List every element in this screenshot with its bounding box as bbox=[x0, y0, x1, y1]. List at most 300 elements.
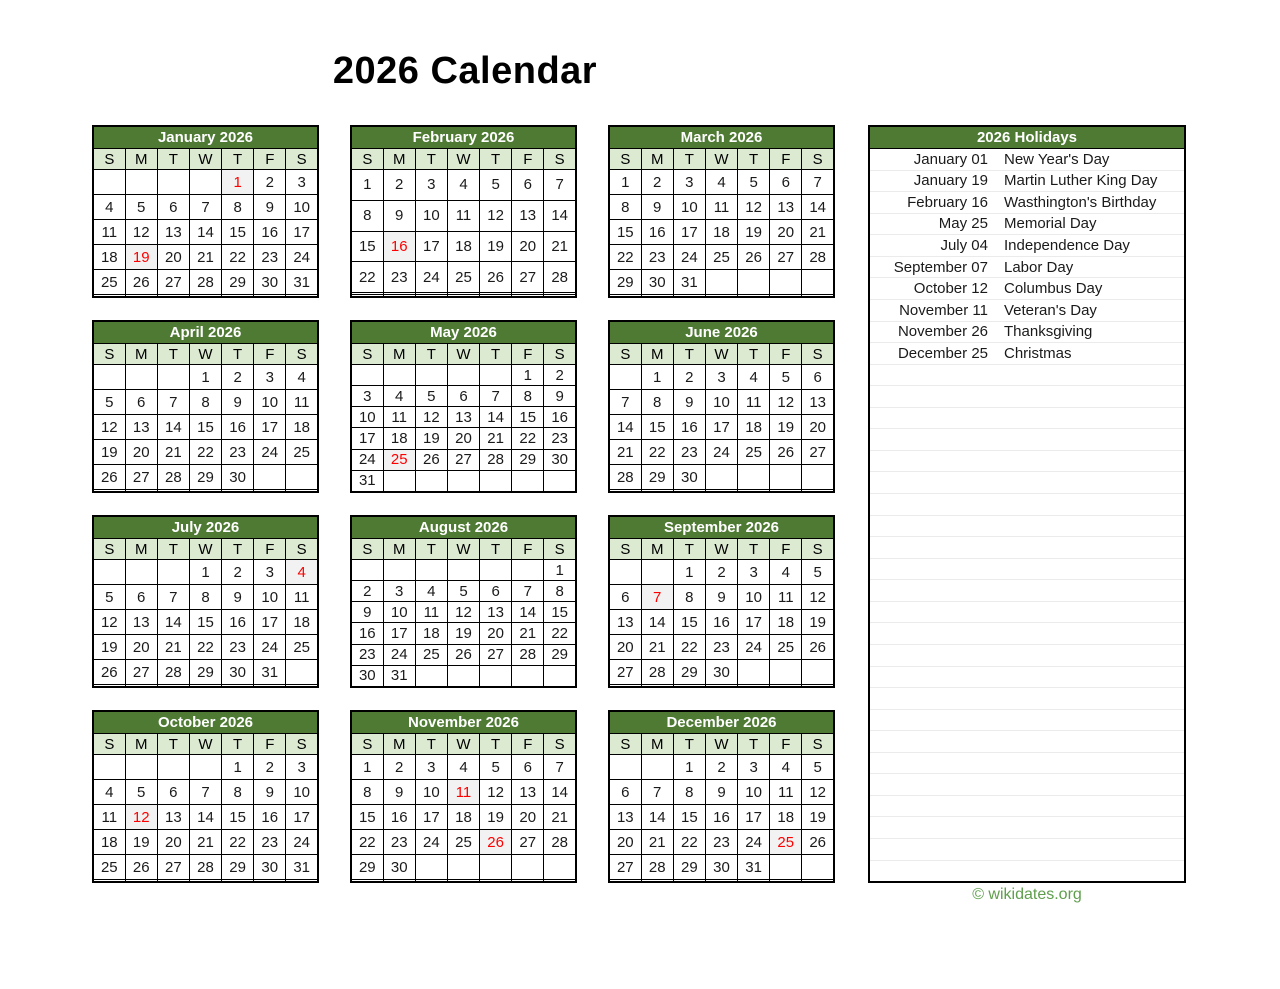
day-cell: 11 bbox=[738, 390, 770, 415]
day-cell bbox=[125, 755, 157, 780]
day-cell: 14 bbox=[480, 407, 512, 428]
day-cell bbox=[802, 465, 834, 490]
day-cell: 12 bbox=[93, 610, 125, 635]
weekday-header: S bbox=[609, 344, 641, 365]
weekday-header: S bbox=[351, 539, 383, 560]
day-cell bbox=[609, 295, 641, 297]
day-cell-holiday: 26 bbox=[480, 830, 512, 855]
day-cell: 1 bbox=[189, 560, 221, 585]
day-cell bbox=[512, 880, 544, 882]
weekday-header: M bbox=[383, 149, 415, 170]
day-cell: 31 bbox=[254, 660, 286, 685]
day-cell: 26 bbox=[770, 440, 802, 465]
day-cell: 29 bbox=[512, 449, 544, 470]
day-cell: 2 bbox=[544, 365, 576, 386]
day-cell bbox=[705, 270, 737, 295]
day-cell: 30 bbox=[254, 855, 286, 880]
day-cell: 29 bbox=[673, 855, 705, 880]
month-title: January 2026 bbox=[93, 126, 318, 149]
day-cell: 21 bbox=[641, 830, 673, 855]
day-cell: 2 bbox=[705, 560, 737, 585]
day-cell: 7 bbox=[512, 581, 544, 602]
holiday-row bbox=[870, 278, 1184, 300]
holidays-panel bbox=[868, 125, 1186, 883]
day-cell: 13 bbox=[802, 390, 834, 415]
day-cell: 22 bbox=[609, 245, 641, 270]
day-cell: 30 bbox=[351, 665, 383, 687]
holiday-row-empty bbox=[870, 667, 1184, 689]
day-cell: 4 bbox=[705, 170, 737, 195]
day-cell: 5 bbox=[447, 581, 479, 602]
month-february bbox=[350, 125, 577, 298]
day-cell: 16 bbox=[254, 805, 286, 830]
day-cell: 16 bbox=[544, 407, 576, 428]
month-title: December 2026 bbox=[609, 711, 834, 734]
weekday-header: S bbox=[802, 734, 834, 755]
month-august bbox=[350, 515, 577, 688]
day-cell: 3 bbox=[738, 755, 770, 780]
day-cell: 13 bbox=[512, 200, 544, 231]
day-cell: 12 bbox=[738, 195, 770, 220]
day-cell: 29 bbox=[544, 644, 576, 665]
day-cell: 24 bbox=[254, 440, 286, 465]
weekday-header: T bbox=[157, 344, 189, 365]
day-cell: 24 bbox=[705, 440, 737, 465]
day-cell-holiday: 12 bbox=[125, 805, 157, 830]
day-cell bbox=[415, 855, 447, 880]
holiday-date: January 19 bbox=[913, 172, 988, 190]
day-cell: 14 bbox=[544, 780, 576, 805]
day-cell: 21 bbox=[544, 231, 576, 262]
day-cell: 15 bbox=[351, 805, 383, 830]
weekday-header: W bbox=[189, 344, 221, 365]
day-cell: 1 bbox=[189, 365, 221, 390]
day-cell: 13 bbox=[770, 195, 802, 220]
month-june bbox=[608, 320, 835, 493]
weekday-header: T bbox=[673, 149, 705, 170]
day-cell bbox=[157, 685, 189, 687]
day-cell bbox=[189, 490, 221, 492]
holiday-name: New Year's Day bbox=[1004, 150, 1110, 168]
day-cell: 2 bbox=[641, 170, 673, 195]
day-cell: 3 bbox=[383, 581, 415, 602]
day-cell: 24 bbox=[254, 635, 286, 660]
day-cell: 19 bbox=[802, 610, 834, 635]
weekday-header: T bbox=[738, 539, 770, 560]
day-cell: 17 bbox=[286, 220, 318, 245]
day-cell: 22 bbox=[673, 635, 705, 660]
day-cell: 20 bbox=[770, 220, 802, 245]
day-cell-holiday: 4 bbox=[286, 560, 318, 585]
day-cell: 13 bbox=[480, 602, 512, 623]
day-cell: 31 bbox=[286, 855, 318, 880]
day-cell: 9 bbox=[383, 200, 415, 231]
day-cell: 18 bbox=[770, 805, 802, 830]
day-cell bbox=[93, 880, 125, 882]
weekday-header: T bbox=[673, 539, 705, 560]
day-cell: 7 bbox=[802, 170, 834, 195]
day-cell bbox=[125, 880, 157, 882]
day-cell bbox=[770, 295, 802, 297]
weekday-header: F bbox=[770, 149, 802, 170]
month-april bbox=[92, 320, 319, 493]
day-cell: 19 bbox=[125, 830, 157, 855]
day-cell bbox=[705, 465, 737, 490]
day-cell bbox=[738, 685, 770, 687]
day-cell bbox=[609, 685, 641, 687]
day-cell bbox=[254, 490, 286, 492]
day-cell: 10 bbox=[738, 780, 770, 805]
day-cell: 15 bbox=[641, 415, 673, 440]
weekday-header: T bbox=[673, 344, 705, 365]
day-cell: 8 bbox=[512, 386, 544, 407]
day-cell: 25 bbox=[93, 270, 125, 295]
day-cell: 9 bbox=[705, 780, 737, 805]
day-cell: 10 bbox=[673, 195, 705, 220]
day-cell: 23 bbox=[254, 830, 286, 855]
day-cell: 24 bbox=[738, 830, 770, 855]
day-cell: 5 bbox=[125, 195, 157, 220]
day-cell: 1 bbox=[609, 170, 641, 195]
holiday-name: Memorial Day bbox=[1004, 215, 1097, 233]
day-cell bbox=[673, 490, 705, 492]
day-cell: 9 bbox=[222, 585, 254, 610]
day-cell: 17 bbox=[254, 610, 286, 635]
day-cell: 7 bbox=[544, 170, 576, 201]
day-cell bbox=[447, 470, 479, 492]
holiday-row-empty bbox=[870, 774, 1184, 796]
day-cell: 6 bbox=[512, 170, 544, 201]
day-cell: 9 bbox=[351, 602, 383, 623]
day-cell: 1 bbox=[512, 365, 544, 386]
day-cell: 20 bbox=[157, 245, 189, 270]
day-cell bbox=[447, 560, 479, 581]
day-cell bbox=[254, 685, 286, 687]
holiday-row bbox=[870, 149, 1184, 171]
weekday-header: S bbox=[351, 149, 383, 170]
day-cell bbox=[93, 685, 125, 687]
day-cell: 10 bbox=[286, 780, 318, 805]
weekday-header: M bbox=[641, 539, 673, 560]
day-cell: 28 bbox=[641, 660, 673, 685]
day-cell: 19 bbox=[447, 623, 479, 644]
day-cell bbox=[512, 665, 544, 687]
holiday-row bbox=[870, 235, 1184, 257]
day-cell: 27 bbox=[770, 245, 802, 270]
day-cell bbox=[705, 490, 737, 492]
day-cell: 1 bbox=[351, 755, 383, 780]
day-cell: 4 bbox=[447, 755, 479, 780]
day-cell: 8 bbox=[351, 780, 383, 805]
day-cell: 19 bbox=[802, 805, 834, 830]
day-cell: 18 bbox=[286, 415, 318, 440]
day-cell: 13 bbox=[609, 610, 641, 635]
day-cell: 30 bbox=[673, 465, 705, 490]
day-cell: 11 bbox=[286, 390, 318, 415]
holiday-date: January 01 bbox=[913, 150, 988, 168]
day-cell: 8 bbox=[351, 200, 383, 231]
day-cell: 22 bbox=[544, 623, 576, 644]
day-cell: 3 bbox=[738, 560, 770, 585]
day-cell bbox=[383, 880, 415, 882]
day-cell: 18 bbox=[383, 428, 415, 449]
day-cell: 17 bbox=[738, 805, 770, 830]
day-cell: 14 bbox=[544, 200, 576, 231]
day-cell: 19 bbox=[415, 428, 447, 449]
day-cell: 20 bbox=[512, 805, 544, 830]
day-cell: 22 bbox=[641, 440, 673, 465]
day-cell: 30 bbox=[383, 855, 415, 880]
day-cell-holiday: 25 bbox=[770, 830, 802, 855]
day-cell bbox=[254, 880, 286, 882]
day-cell-holiday: 7 bbox=[641, 585, 673, 610]
day-cell: 22 bbox=[189, 440, 221, 465]
day-cell bbox=[157, 880, 189, 882]
day-cell bbox=[673, 685, 705, 687]
month-title: August 2026 bbox=[351, 516, 576, 539]
weekday-header: M bbox=[125, 539, 157, 560]
day-cell: 6 bbox=[512, 755, 544, 780]
day-cell: 5 bbox=[738, 170, 770, 195]
day-cell: 19 bbox=[480, 805, 512, 830]
day-cell bbox=[480, 365, 512, 386]
day-cell bbox=[802, 685, 834, 687]
day-cell: 25 bbox=[93, 855, 125, 880]
weekday-header: T bbox=[673, 734, 705, 755]
weekday-header: S bbox=[351, 344, 383, 365]
day-cell: 15 bbox=[609, 220, 641, 245]
day-cell: 21 bbox=[544, 805, 576, 830]
day-cell: 27 bbox=[609, 660, 641, 685]
day-cell: 9 bbox=[222, 390, 254, 415]
attribution-link[interactable]: © wikidates.org bbox=[972, 886, 1082, 903]
day-cell: 18 bbox=[415, 623, 447, 644]
day-cell: 15 bbox=[673, 805, 705, 830]
day-cell: 16 bbox=[351, 623, 383, 644]
day-cell: 6 bbox=[157, 195, 189, 220]
day-cell: 25 bbox=[447, 830, 479, 855]
day-cell: 5 bbox=[93, 390, 125, 415]
day-cell bbox=[802, 490, 834, 492]
day-cell: 5 bbox=[415, 386, 447, 407]
day-cell: 19 bbox=[93, 440, 125, 465]
month-title: May 2026 bbox=[351, 321, 576, 344]
day-cell: 11 bbox=[383, 407, 415, 428]
holiday-row-empty bbox=[870, 494, 1184, 516]
day-cell bbox=[447, 365, 479, 386]
day-cell: 29 bbox=[189, 660, 221, 685]
day-cell: 17 bbox=[383, 623, 415, 644]
day-cell: 23 bbox=[673, 440, 705, 465]
day-cell: 11 bbox=[770, 585, 802, 610]
day-cell bbox=[415, 665, 447, 687]
weekday-header: W bbox=[447, 734, 479, 755]
day-cell bbox=[286, 295, 318, 297]
day-cell: 15 bbox=[351, 231, 383, 262]
day-cell: 6 bbox=[125, 585, 157, 610]
month-title: September 2026 bbox=[609, 516, 834, 539]
day-cell: 28 bbox=[544, 262, 576, 293]
day-cell: 12 bbox=[480, 200, 512, 231]
day-cell: 31 bbox=[286, 270, 318, 295]
day-cell: 4 bbox=[738, 365, 770, 390]
day-cell: 7 bbox=[189, 195, 221, 220]
holiday-date: September 07 bbox=[893, 258, 988, 276]
day-cell: 18 bbox=[93, 830, 125, 855]
day-cell bbox=[609, 880, 641, 882]
day-cell: 15 bbox=[544, 602, 576, 623]
weekday-header: F bbox=[512, 149, 544, 170]
day-cell bbox=[93, 295, 125, 297]
day-cell: 19 bbox=[770, 415, 802, 440]
day-cell: 27 bbox=[512, 262, 544, 293]
day-cell: 21 bbox=[641, 635, 673, 660]
day-cell: 10 bbox=[254, 390, 286, 415]
weekday-header: S bbox=[609, 539, 641, 560]
day-cell: 6 bbox=[770, 170, 802, 195]
day-cell bbox=[609, 490, 641, 492]
holiday-date: December 25 bbox=[897, 344, 988, 362]
day-cell: 24 bbox=[415, 830, 447, 855]
day-cell: 18 bbox=[286, 610, 318, 635]
day-cell: 13 bbox=[157, 805, 189, 830]
day-cell: 15 bbox=[512, 407, 544, 428]
day-cell bbox=[673, 880, 705, 882]
day-cell: 29 bbox=[673, 660, 705, 685]
day-cell bbox=[157, 490, 189, 492]
weekday-header: T bbox=[480, 344, 512, 365]
day-cell: 11 bbox=[705, 195, 737, 220]
weekday-header: T bbox=[415, 734, 447, 755]
day-cell: 17 bbox=[415, 805, 447, 830]
day-cell: 23 bbox=[544, 428, 576, 449]
day-cell bbox=[512, 855, 544, 880]
day-cell: 2 bbox=[254, 170, 286, 195]
weekday-header: T bbox=[415, 344, 447, 365]
day-cell: 1 bbox=[673, 560, 705, 585]
day-cell: 14 bbox=[189, 220, 221, 245]
day-cell: 13 bbox=[609, 805, 641, 830]
holiday-row-empty bbox=[870, 731, 1184, 753]
day-cell: 17 bbox=[286, 805, 318, 830]
day-cell: 29 bbox=[351, 855, 383, 880]
day-cell bbox=[351, 365, 383, 386]
day-cell: 5 bbox=[480, 755, 512, 780]
weekday-header: S bbox=[93, 539, 125, 560]
day-cell bbox=[770, 490, 802, 492]
holiday-row-empty bbox=[870, 796, 1184, 818]
weekday-header: F bbox=[512, 734, 544, 755]
day-cell: 16 bbox=[383, 805, 415, 830]
weekday-header: M bbox=[125, 734, 157, 755]
day-cell: 2 bbox=[222, 365, 254, 390]
day-cell: 22 bbox=[189, 635, 221, 660]
day-cell: 15 bbox=[222, 220, 254, 245]
weekday-header: T bbox=[415, 149, 447, 170]
day-cell: 8 bbox=[673, 780, 705, 805]
day-cell bbox=[189, 295, 221, 297]
weekday-header: T bbox=[157, 734, 189, 755]
day-cell bbox=[157, 365, 189, 390]
day-cell: 4 bbox=[447, 170, 479, 201]
holiday-row-empty bbox=[870, 429, 1184, 451]
day-cell: 24 bbox=[415, 262, 447, 293]
day-cell bbox=[125, 685, 157, 687]
day-cell: 26 bbox=[738, 245, 770, 270]
weekday-header: W bbox=[705, 344, 737, 365]
day-cell: 15 bbox=[673, 610, 705, 635]
day-cell: 3 bbox=[415, 170, 447, 201]
holiday-row-empty bbox=[870, 537, 1184, 559]
weekday-header: M bbox=[383, 344, 415, 365]
day-cell: 2 bbox=[673, 365, 705, 390]
day-cell: 6 bbox=[447, 386, 479, 407]
day-cell bbox=[286, 880, 318, 882]
month-title: February 2026 bbox=[351, 126, 576, 149]
day-cell: 3 bbox=[254, 365, 286, 390]
day-cell: 6 bbox=[157, 780, 189, 805]
day-cell bbox=[415, 294, 447, 297]
month-november bbox=[350, 710, 577, 883]
day-cell bbox=[705, 880, 737, 882]
weekday-header: T bbox=[480, 734, 512, 755]
weekday-header: W bbox=[705, 149, 737, 170]
day-cell: 30 bbox=[705, 855, 737, 880]
day-cell: 23 bbox=[705, 830, 737, 855]
day-cell bbox=[770, 685, 802, 687]
day-cell: 10 bbox=[383, 602, 415, 623]
day-cell: 21 bbox=[512, 623, 544, 644]
day-cell: 13 bbox=[125, 610, 157, 635]
day-cell: 14 bbox=[157, 610, 189, 635]
day-cell: 8 bbox=[544, 581, 576, 602]
day-cell: 26 bbox=[93, 660, 125, 685]
day-cell bbox=[480, 880, 512, 882]
holiday-row-empty bbox=[870, 839, 1184, 861]
day-cell: 9 bbox=[254, 780, 286, 805]
holiday-row-empty bbox=[870, 861, 1184, 882]
day-cell: 23 bbox=[641, 245, 673, 270]
day-cell: 8 bbox=[673, 585, 705, 610]
day-cell: 24 bbox=[673, 245, 705, 270]
day-cell: 7 bbox=[544, 755, 576, 780]
holiday-date: November 11 bbox=[899, 301, 988, 319]
day-cell: 5 bbox=[125, 780, 157, 805]
day-cell: 1 bbox=[641, 365, 673, 390]
day-cell: 2 bbox=[383, 755, 415, 780]
day-cell: 10 bbox=[705, 390, 737, 415]
day-cell: 11 bbox=[447, 200, 479, 231]
day-cell: 9 bbox=[641, 195, 673, 220]
day-cell: 16 bbox=[222, 610, 254, 635]
day-cell: 15 bbox=[189, 415, 221, 440]
day-cell: 20 bbox=[609, 830, 641, 855]
day-cell bbox=[544, 665, 576, 687]
day-cell: 7 bbox=[480, 386, 512, 407]
weekday-header: W bbox=[447, 149, 479, 170]
day-cell: 5 bbox=[480, 170, 512, 201]
day-cell: 13 bbox=[447, 407, 479, 428]
day-cell: 17 bbox=[351, 428, 383, 449]
weekday-header: M bbox=[641, 149, 673, 170]
holiday-date: October 12 bbox=[913, 280, 988, 298]
day-cell bbox=[641, 880, 673, 882]
day-cell bbox=[415, 470, 447, 492]
day-cell bbox=[770, 855, 802, 880]
day-cell bbox=[480, 665, 512, 687]
day-cell bbox=[125, 295, 157, 297]
weekday-header: S bbox=[544, 734, 576, 755]
